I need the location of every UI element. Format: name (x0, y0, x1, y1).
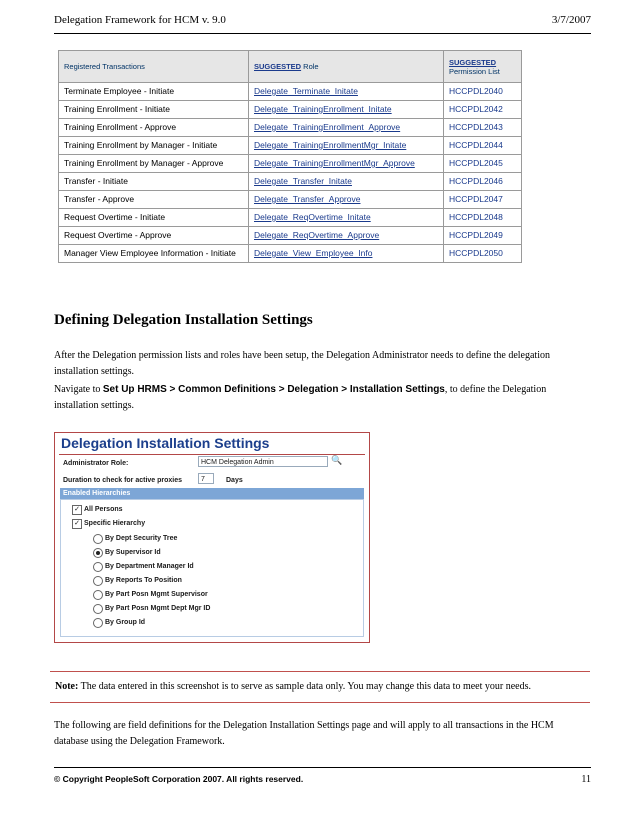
table-row (59, 191, 522, 209)
installation-settings-screenshot (54, 432, 370, 643)
role-cell: Delegate_Transfer_Initate (249, 173, 444, 191)
note-box (50, 671, 590, 703)
nav-prefix: Navigate to (54, 384, 103, 395)
specific-hierarchy-checkbox[interactable]: ✓ (72, 519, 82, 529)
hierarchy-option-label: By Dept Security Tree (105, 535, 178, 542)
admin-role-input[interactable]: HCM Delegation Admin (198, 456, 328, 467)
hierarchy-option-label: By Reports To Position (105, 577, 182, 584)
table-row (59, 83, 522, 101)
screenshot-title-rule (59, 454, 365, 455)
note-body: The data entered in this screenshot is to serve as sample data only. You may change this data to meet your needs. (78, 681, 531, 692)
section-title: Defining Delegation Installation Settings (54, 312, 313, 328)
col-header-role-suggested: SUGGESTED (254, 62, 302, 71)
role-cell: Delegate_TrainingEnrollment_Initate (249, 101, 444, 119)
permission-list-cell: HCCPDL2046 (444, 173, 522, 191)
note-text (55, 681, 531, 692)
hierarchy-radio-3[interactable] (93, 576, 103, 586)
transaction-cell: Terminate Employee - Initiate (59, 83, 249, 101)
hierarchy-radio-4[interactable] (93, 590, 103, 600)
navigation-paragraph (54, 382, 590, 414)
page-number: 11 (581, 774, 591, 785)
hierarchy-radio-1[interactable] (93, 548, 103, 558)
header-date: 3/7/2007 (551, 14, 591, 26)
hierarchy-radio-5[interactable] (93, 604, 103, 614)
transaction-cell: Manager View Employee Information - Initiate (59, 245, 249, 263)
lookup-icon[interactable]: 🔍 (331, 455, 343, 465)
header-divider (54, 33, 591, 34)
col-header-permission (444, 51, 522, 83)
role-cell: Delegate_TrainingEnrollmentMgr_Approve (249, 155, 444, 173)
specific-hierarchy-label: Specific Hierarchy (84, 520, 146, 527)
col-header-role (249, 51, 444, 83)
admin-role-label: Administrator Role: (63, 460, 129, 467)
all-persons-label: All Persons (84, 506, 123, 513)
permission-list-cell: HCCPDL2049 (444, 227, 522, 245)
table-row (59, 227, 522, 245)
table-row (59, 101, 522, 119)
page-footer (54, 774, 591, 784)
role-cell: Delegate_View_Employee_Info (249, 245, 444, 263)
field-definitions-paragraph: The following are field definitions for the Delegation Installation Settings page and will apply to all transactions in the HCM database using the Delegation Framework. (54, 720, 554, 747)
table-row (59, 137, 522, 155)
hierarchy-option-label: By Part Posn Mgmt Dept Mgr ID (105, 605, 211, 612)
role-cell: Delegate_TrainingEnrollmentMgr_Initate (249, 137, 444, 155)
hierarchy-option-label: By Supervisor Id (105, 549, 161, 556)
footer-divider (54, 767, 591, 768)
table-row (59, 209, 522, 227)
footer-copyright: © Copyright PeopleSoft Corporation 2007. All rights reserved. (54, 774, 304, 784)
permission-list-cell: HCCPDL2047 (444, 191, 522, 209)
table-row (59, 245, 522, 263)
duration-unit: Days (226, 477, 243, 484)
enabled-hierarchies-header: Enabled Hierarchies (60, 488, 364, 499)
role-cell: Delegate_Terminate_Initate (249, 83, 444, 101)
col-header-transactions: Registered Transactions (59, 51, 249, 83)
role-cell: Delegate_TrainingEnrollment_Approve (249, 119, 444, 137)
permission-list-cell: HCCPDL2044 (444, 137, 522, 155)
header-title: Delegation Framework for HCM v. 9.0 (54, 14, 226, 26)
permission-list-cell: HCCPDL2043 (444, 119, 522, 137)
hierarchy-option-label: By Part Posn Mgmt Supervisor (105, 591, 208, 598)
nav-suffix: , to define the Delegation installation settings. (54, 384, 547, 411)
col-header-permission-suggested: SUGGESTED (449, 57, 497, 67)
hierarchy-option-label: By Group Id (105, 619, 146, 626)
role-cell: Delegate_Transfer_Approve (249, 191, 444, 209)
duration-label: Duration to check for active proxies (63, 477, 183, 484)
screenshot-title: Delegation Installation Settings (61, 435, 270, 451)
transaction-cell: Transfer - Approve (59, 191, 249, 209)
table-row (59, 155, 522, 173)
table-row (59, 173, 522, 191)
hierarchy-radio-2[interactable] (93, 562, 103, 572)
transaction-cell: Training Enrollment by Manager - Approve (59, 155, 249, 173)
permission-list-cell: HCCPDL2042 (444, 101, 522, 119)
page-header (54, 14, 591, 26)
role-cell: Delegate_ReqOvertime_Approve (249, 227, 444, 245)
transaction-cell: Request Overtime - Approve (59, 227, 249, 245)
hierarchy-option-label: By Department Manager Id (105, 563, 194, 570)
intro-paragraph: After the Delegation permission lists and roles have been setup, the Delegation Administrator needs to define the delegation installation settings. (54, 350, 550, 377)
duration-input[interactable]: 7 (198, 473, 214, 484)
table-row (59, 119, 522, 137)
permission-list-cell: HCCPDL2050 (444, 245, 522, 263)
col-header-permission-label: Permission List (449, 66, 500, 76)
all-persons-checkbox[interactable]: ✓ (72, 505, 82, 515)
permission-list-cell: HCCPDL2040 (444, 83, 522, 101)
transaction-cell: Training Enrollment - Initiate (59, 101, 249, 119)
col-header-role-label: Role (301, 62, 319, 71)
hierarchy-radio-0[interactable] (93, 534, 103, 544)
role-cell: Delegate_ReqOvertime_Initate (249, 209, 444, 227)
transaction-cell: Transfer - Initiate (59, 173, 249, 191)
permission-list-cell: HCCPDL2045 (444, 155, 522, 173)
nav-path: Set Up HRMS > Common Definitions > Delegation > Installation Settings (102, 384, 445, 395)
transaction-cell: Request Overtime - Initiate (59, 209, 249, 227)
hierarchy-radio-6[interactable] (93, 618, 103, 628)
note-label: Note: (55, 681, 79, 692)
transactions-table (58, 50, 522, 263)
permission-list-cell: HCCPDL2048 (444, 209, 522, 227)
table-header-row (59, 51, 522, 83)
transaction-cell: Training Enrollment by Manager - Initiate (59, 137, 249, 155)
transaction-cell: Training Enrollment - Approve (59, 119, 249, 137)
